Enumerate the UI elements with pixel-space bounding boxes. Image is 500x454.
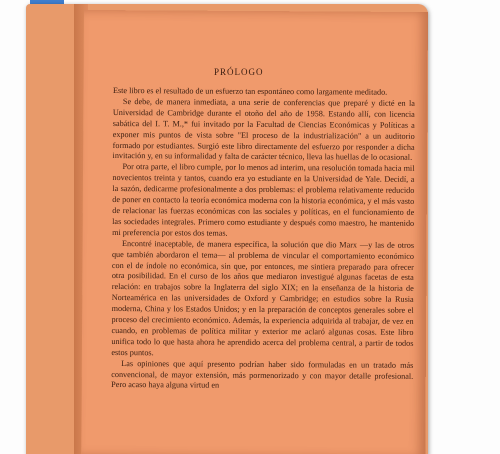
chapter-title: PRÓLOGO — [214, 67, 264, 77]
paragraph-4: Encontré inaceptable, de manera específica, la solución que dio Marx —y las de otros que también abordaron el tema— al problema de vincular el comportamiento económico con el de índole no económica, sin que, por entonces, me sintiera preparado para ofrecer otra posibilidad. En el curso de los años que mediaron investigué algunas facetas de esta relación: en trabajos sobre la Inglaterra del siglo XIX; en la enseñanza de la historia de Norteamérica en las universidades de Oxford y Cambridge; en estudios sobre la Rusia moderna, China y los Estados Unidos; y en la preparación de conceptos generales sobre el proceso del crecimiento económico. Además, la experiencia adquirida al trabajar, de vez en cuando, en problemas de política militar y exterior me aclaró algunas cosas. Este libro unifica todo lo que hasta ahora he aprendido acerca del problema central, a partir de todos estos puntos. — [111, 238, 415, 358]
paragraph-3: Por otra parte, el libro cumple, por lo menos ad interim, una resolución tomada hacia mil novecientos treinta y tantos, cuando era yo estudiante en la Universidad de Yale. Decidí, a la sazón, dedicarme profesionalmente a dos problemas: el problema relativamente reducido de poner en contacto la teoría económica moderna con la historia económica, y el más vasto de relacionar las fuerzas económicas con las sociales y políticas, en el funcionamiento de las sociedades integrales. Primero como estudiante y después como maestro, he mantenido mi preferencia por estos dos temas. — [112, 162, 415, 238]
paragraph-5: Las opiniones que aquí presento podrían haber sido formuladas en un tratado más convencional, de mayor extensión, más pormenorizado y con mayor detalle profesional. Pero acaso haya alguna virtud en — [111, 358, 414, 391]
paragraph-2: Se debe, de manera inmediata, a una serie de conferencias que preparé y dicté en la Universidad de Cambridge durante el otoño del año de 1958. Estando allí, con licencia sabática del I. T. M.,* fui invitado por la Facultad de Ciencias Económicas y Políticas a exponer mis puntos de vista sobre "El proceso de la industrialización" a un auditorio formado por estudiantes. Surgió este libro directamente del esfuerzo por responder a dicha invitación y, en su informalidad y falta de carácter técnico, lleva las huellas de lo ocasional. — [112, 96, 415, 163]
paragraph-1: Este libro es el resultado de un esfuerzo tan espontáneo como largamente meditado. — [112, 86, 388, 97]
page-text — [111, 86, 415, 393]
